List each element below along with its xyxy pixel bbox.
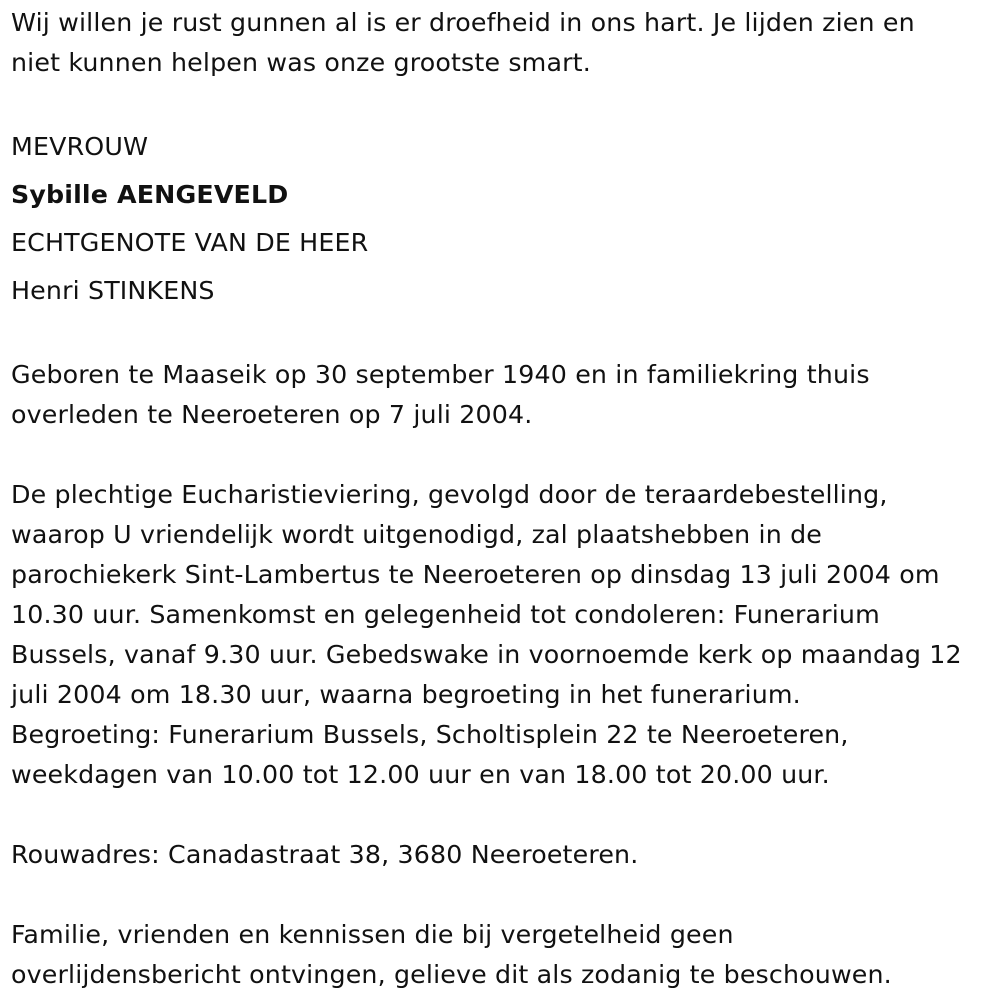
text-line: 10.30 uur. Samenkomst en gelegenheid tot condoleren: Funerarium (11, 600, 880, 629)
text-line: Familie, vrienden en kennissen die bij vergetelheid geen (11, 920, 734, 949)
deceased-name: Sybille AENGEVELD (11, 180, 289, 209)
ceremony-paragraph (11, 475, 989, 795)
spacer (11, 795, 989, 835)
text-line: Bussels, vanaf 9.30 uur. Gebedswake in voornoemde kerk op maandag 12 (11, 640, 962, 669)
text-line: Wij willen je rust gunnen al is er droefheid in ons hart. Je lijden zien en (11, 8, 915, 37)
deceased-block (11, 123, 989, 315)
text-line: De plechtige Eucharistieviering, gevolgd door de teraardebestelling, (11, 480, 888, 509)
closing-paragraph (11, 915, 989, 995)
text-line: Begroeting: Funerarium Bussels, Scholtisplein 22 te Neeroeteren, (11, 720, 849, 749)
text-line: niet kunnen helpen was onze grootste smart. (11, 48, 591, 77)
text-line: overleden te Neeroeteren op 7 juli 2004. (11, 400, 533, 429)
relation-label: ECHTGENOTE VAN DE HEER (11, 228, 369, 257)
text-line: juli 2004 om 18.30 uur, waarna begroeting in het funerarium. (11, 680, 801, 709)
spacer (11, 315, 989, 355)
spacer (11, 83, 989, 123)
text-line: parochiekerk Sint-Lambertus te Neeroeteren op dinsdag 13 juli 2004 om (11, 560, 940, 589)
text-line: overlijdensbericht ontvingen, gelieve dit als zodanig te beschouwen. (11, 960, 892, 989)
mourning-address-paragraph (11, 835, 989, 875)
intro-verse (11, 3, 989, 83)
spacer (11, 875, 989, 915)
title-honorific: MEVROUW (11, 132, 149, 161)
spouse-name: Henri STINKENS (11, 276, 215, 305)
text-line: weekdagen van 10.00 tot 12.00 uur en van 18.00 tot 20.00 uur. (11, 760, 830, 789)
text-line: Geboren te Maaseik op 30 september 1940 en in familiekring thuis (11, 360, 870, 389)
text-line: waarop U vriendelijk wordt uitgenodigd, zal plaatshebben in de (11, 520, 823, 549)
mourning-address: Rouwadres: Canadastraat 38, 3680 Neeroeteren. (11, 840, 639, 869)
birth-death-paragraph (11, 355, 989, 435)
spacer (11, 435, 989, 475)
